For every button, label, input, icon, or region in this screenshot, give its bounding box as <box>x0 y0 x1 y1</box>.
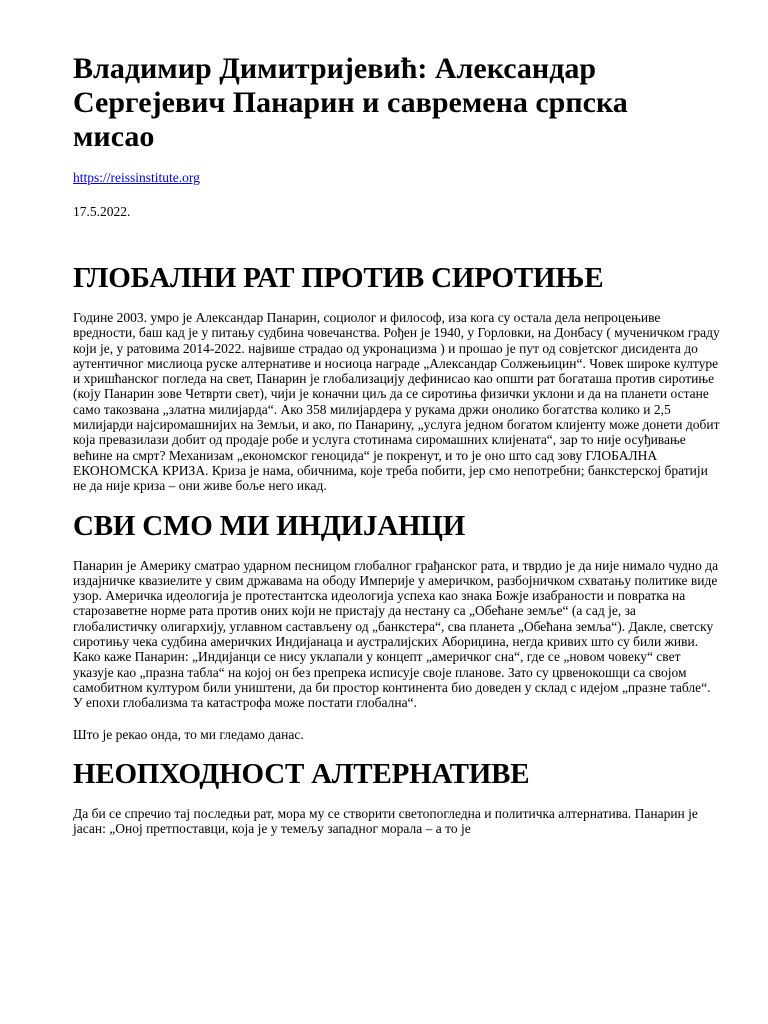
section-paragraph: Године 2003. умро је Александар Панарин, социолог и философ, иза кога су остала дела непроцењиве вредности, баш кад је у питању судбина човечанства. Рођен је 1940, у Горловки, на Донбасу ( мученичком граду који је, у ратовима 2014-2022. највише страдао од укронацизма ) и прошао је пут од совјетског дисидента до аутентичног мислиоца руске алтернативе и носиоца награде „Александар Солжењицин“. Човек широке културе и хришћанског погледа на свет, Панарин је глобализацију дефинисао као општи рат богаташа против сиротиње (коју Панарин зове Четврти свет), чији је коначни циљ да се сиротиња физички уклони и да на планети остане само такозвана „златна милијарда“. Ако 358 милијардера у рукама држи онолико богатства колико и 2,5 милијарди најсиромашнијих на Земљи, и ако, по Панарину, „услуга једном богатом клијенту може донети добит која превазилази добит од продаје робе и услуга стотинама сиромашних клијената“, зар то није осуђивање већине на смрт? Механизам „економског геноцида“ је покренут, и то је оно што сад зову ГЛОБАЛНА ЕКОНОМСКА КРИЗА. Криза је нама, обичнима, које треба побити, јер смо непотребни; банкстерској братији не да није криза – они живе боље него икад. <box>73 310 720 494</box>
section-heading-global-war: ГЛОБАЛНИ РАТ ПРОТИВ СИРОТИЊЕ <box>73 262 604 294</box>
document-page <box>73 52 723 852</box>
section-heading-indians: СВИ СМО МИ ИНДИЈАНЦИ <box>73 509 466 542</box>
section-paragraph: Што је рекао онда, то ми гледамо данас. <box>73 726 304 742</box>
section-heading-alternative: НЕОПХОДНОСТ АЛТЕРНАТИВЕ <box>73 757 530 790</box>
article-title: Владимир Димитријевић: Александар Сергејевич Панарин и савремена српска мисао <box>73 52 628 153</box>
section-paragraph: Да би се спречио тај последњи рат, мора му се створити светопогледна и политичка алтернатива. Панарин је јасан: „Оној претпоставци, која је у темељу западног морала – а то је <box>73 805 698 837</box>
source-line <box>73 170 723 186</box>
article-date: 17.5.2022. <box>73 204 131 219</box>
section-paragraph: Панарин је Америку сматрао ударном песницом глобалног грађанског рата, и тврдио је да није нимало чудно да издајничке квазиелите у свим државама на ободу Империје у америчком, разбојничком схватању политике виде узор. Америчка идеологија је протестантска идеологија успеха као знака Божје изабраности и повратка на старозаветне норме рата против оних који не пристају да нестану са „Обећане земље“ (а сад је, за глобалистичку олигархију, углавном састављену од „банкстера“, сва планета „Обећана земља“). Дакле, светску сиротињу чека судбина америчких Индијанаца и аустралијских Абориџина, негда кривих што су били живи. Како каже Панарин: „Индијанци се нису уклапали у концепт „америчког сна“, где се „новом човеку“ свет указује као „празна табла“ на којој он без препрека исписује своје планове. Зато су црвенокошци са својом самобитном културом били уништени, да би простор континента био доведен у склад с идејом „празне табле“. У епохи глобализма та катастрофа може постати глобална“. <box>73 557 719 711</box>
source-link[interactable]: https://reissinstitute.org <box>73 170 200 185</box>
